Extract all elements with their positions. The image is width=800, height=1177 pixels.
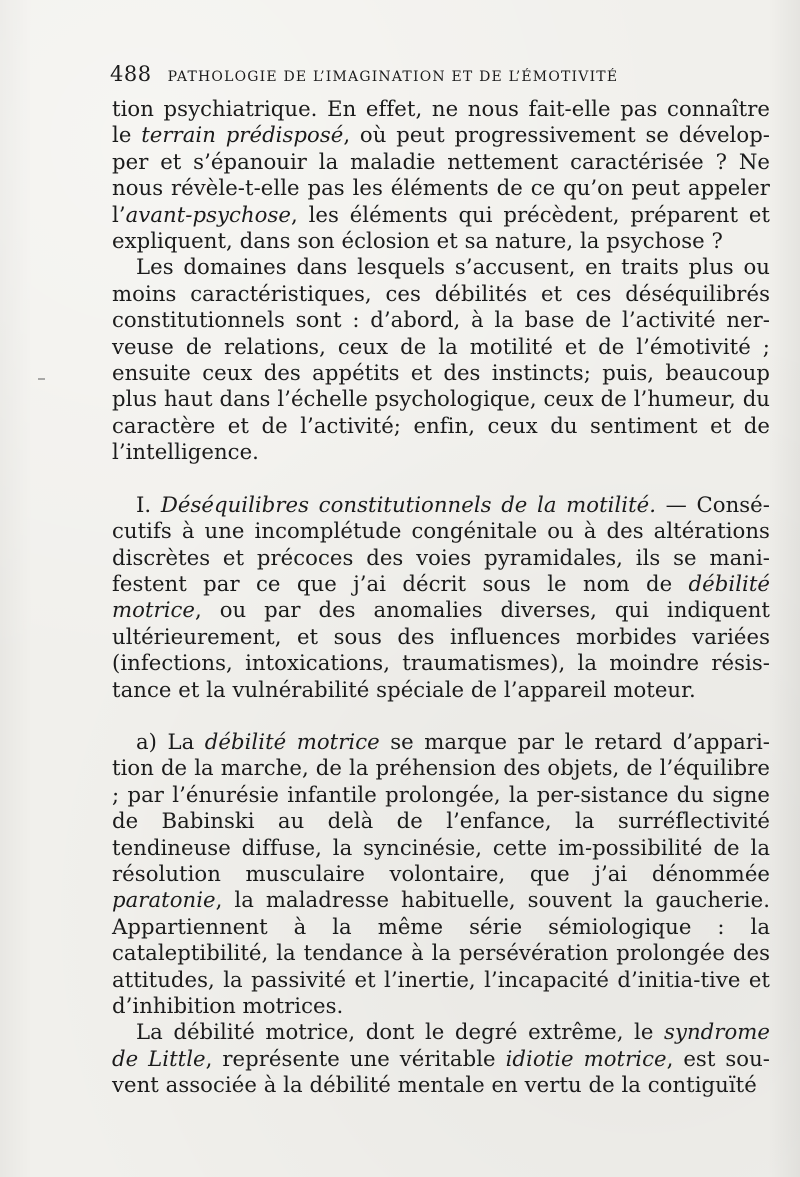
paragraph-3-italic-2: débilité motrice [112,570,770,623]
paragraph-5-text-1: La débilité motrice, dont le degré extrême, le [136,1019,665,1045]
page-number: 488 [110,62,152,86]
paragraph-5-italic-2: idiotie motrice [505,1045,667,1071]
paragraph-4-prefix: a) La [136,728,205,754]
paragraph-4-italic-1: débilité motrice [204,728,380,754]
paragraph-4 [112,729,770,1019]
paragraph-5 [112,1019,770,1098]
paragraph-1-text-1: tion psychiatrique. En effet, ne nous fait-elle pas connaître [112,96,770,121]
page-header [110,62,780,86]
paragraph-1 [112,96,770,254]
paragraph-5-text-2: , représente une véritable [205,1045,506,1071]
paragraph-4-text-1: se marque par le retard d’appari-tion de la marche, de la préhension des objets, de l’équilibre ; par l’énurésie infantile prolongée, la per-sistance du signe de Babinski au delà de l’enfance, la surréflectivité tendineuse diffuse, la syncinésie, cette im-possibilité de la résolution musculaire volontaire, que j’ai dénommée [112,728,770,886]
paragraph-3 [112,492,770,703]
paragraph-1-italic-2: avant-psychose [125,201,291,227]
paragraph-3-text-1: — Consé-cutifs à une incomplétude congénitale ou à des altérations discrètes et précoces des voies pyramidales, ils se mani-festent par ce que j’ai décrit sous le nom de [112,491,770,596]
paragraph-5-text-3: , est sou-vent associée à la débilité mentale en vertu de la contiguïté [112,1045,770,1098]
paragraph-3-prefix: I. [136,491,161,517]
margin-mark [38,378,45,380]
paragraph-4-italic-2: paratonie [112,887,216,913]
running-head: PATHOLOGIE DE L’IMAGINATION ET DE L’ÉMOTIVITÉ [167,69,619,85]
body-text [112,96,770,1099]
paragraph-2 [112,254,770,465]
paragraph-3-italic-1: Déséquilibres constitutionnels de la motilité. [160,491,657,517]
paragraph-1-italic-1: terrain prédisposé [141,122,344,148]
paragraph-3-text-2: , ou par des anomalies diverses, qui indiquent ultérieurement, et sous des influences morbides variées (infections, intoxications, traumatismes), la moindre résis-tance et la vulnérabilité spéciale de l’appareil moteur. [112,597,770,702]
paragraph-5-italic-1: syndrome de Little [112,1019,770,1071]
paragraph-1-text-3: , les éléments qui précèdent, préparent et expliquent, dans son éclosion et sa nature, la psychose ? [112,201,770,254]
paragraph-4-text-2: , la maladresse habituelle, souvent la gaucherie. Appartiennent à la même série sémiologique : la cataleptibilité, la tendance à la persévération prolongée des attitudes, la passivité et l’inertie, l’incapacité d’initia-tive et d’inhibition motrices. [112,887,770,1018]
paragraph-2-text: Les domaines dans lesquels s’accusent, en traits plus ou moins caractéristiques, ces débilités et ces déséquilibrés constitutionnels sont : d’abord, à la base de l’activité ner-veuse de relations, ceux de la motilité et de l’émotivité ; ensuite ceux des appétits et des instincts; puis, beaucoup plus haut dans l’échelle psychologique, ceux de l’humeur, du caractère et de l’activité; enfin, ceux du sentiment et de l’intelligence. [112,254,770,465]
paragraph-1-text-2: , où peut progressivement se dévelop-per et s’épanouir la maladie nettement caractérisée ? Ne nous révèle-t-elle pas les éléments de ce qu’on peut appeler l’ [112,122,771,227]
paragraph-1-article: le [112,122,142,148]
